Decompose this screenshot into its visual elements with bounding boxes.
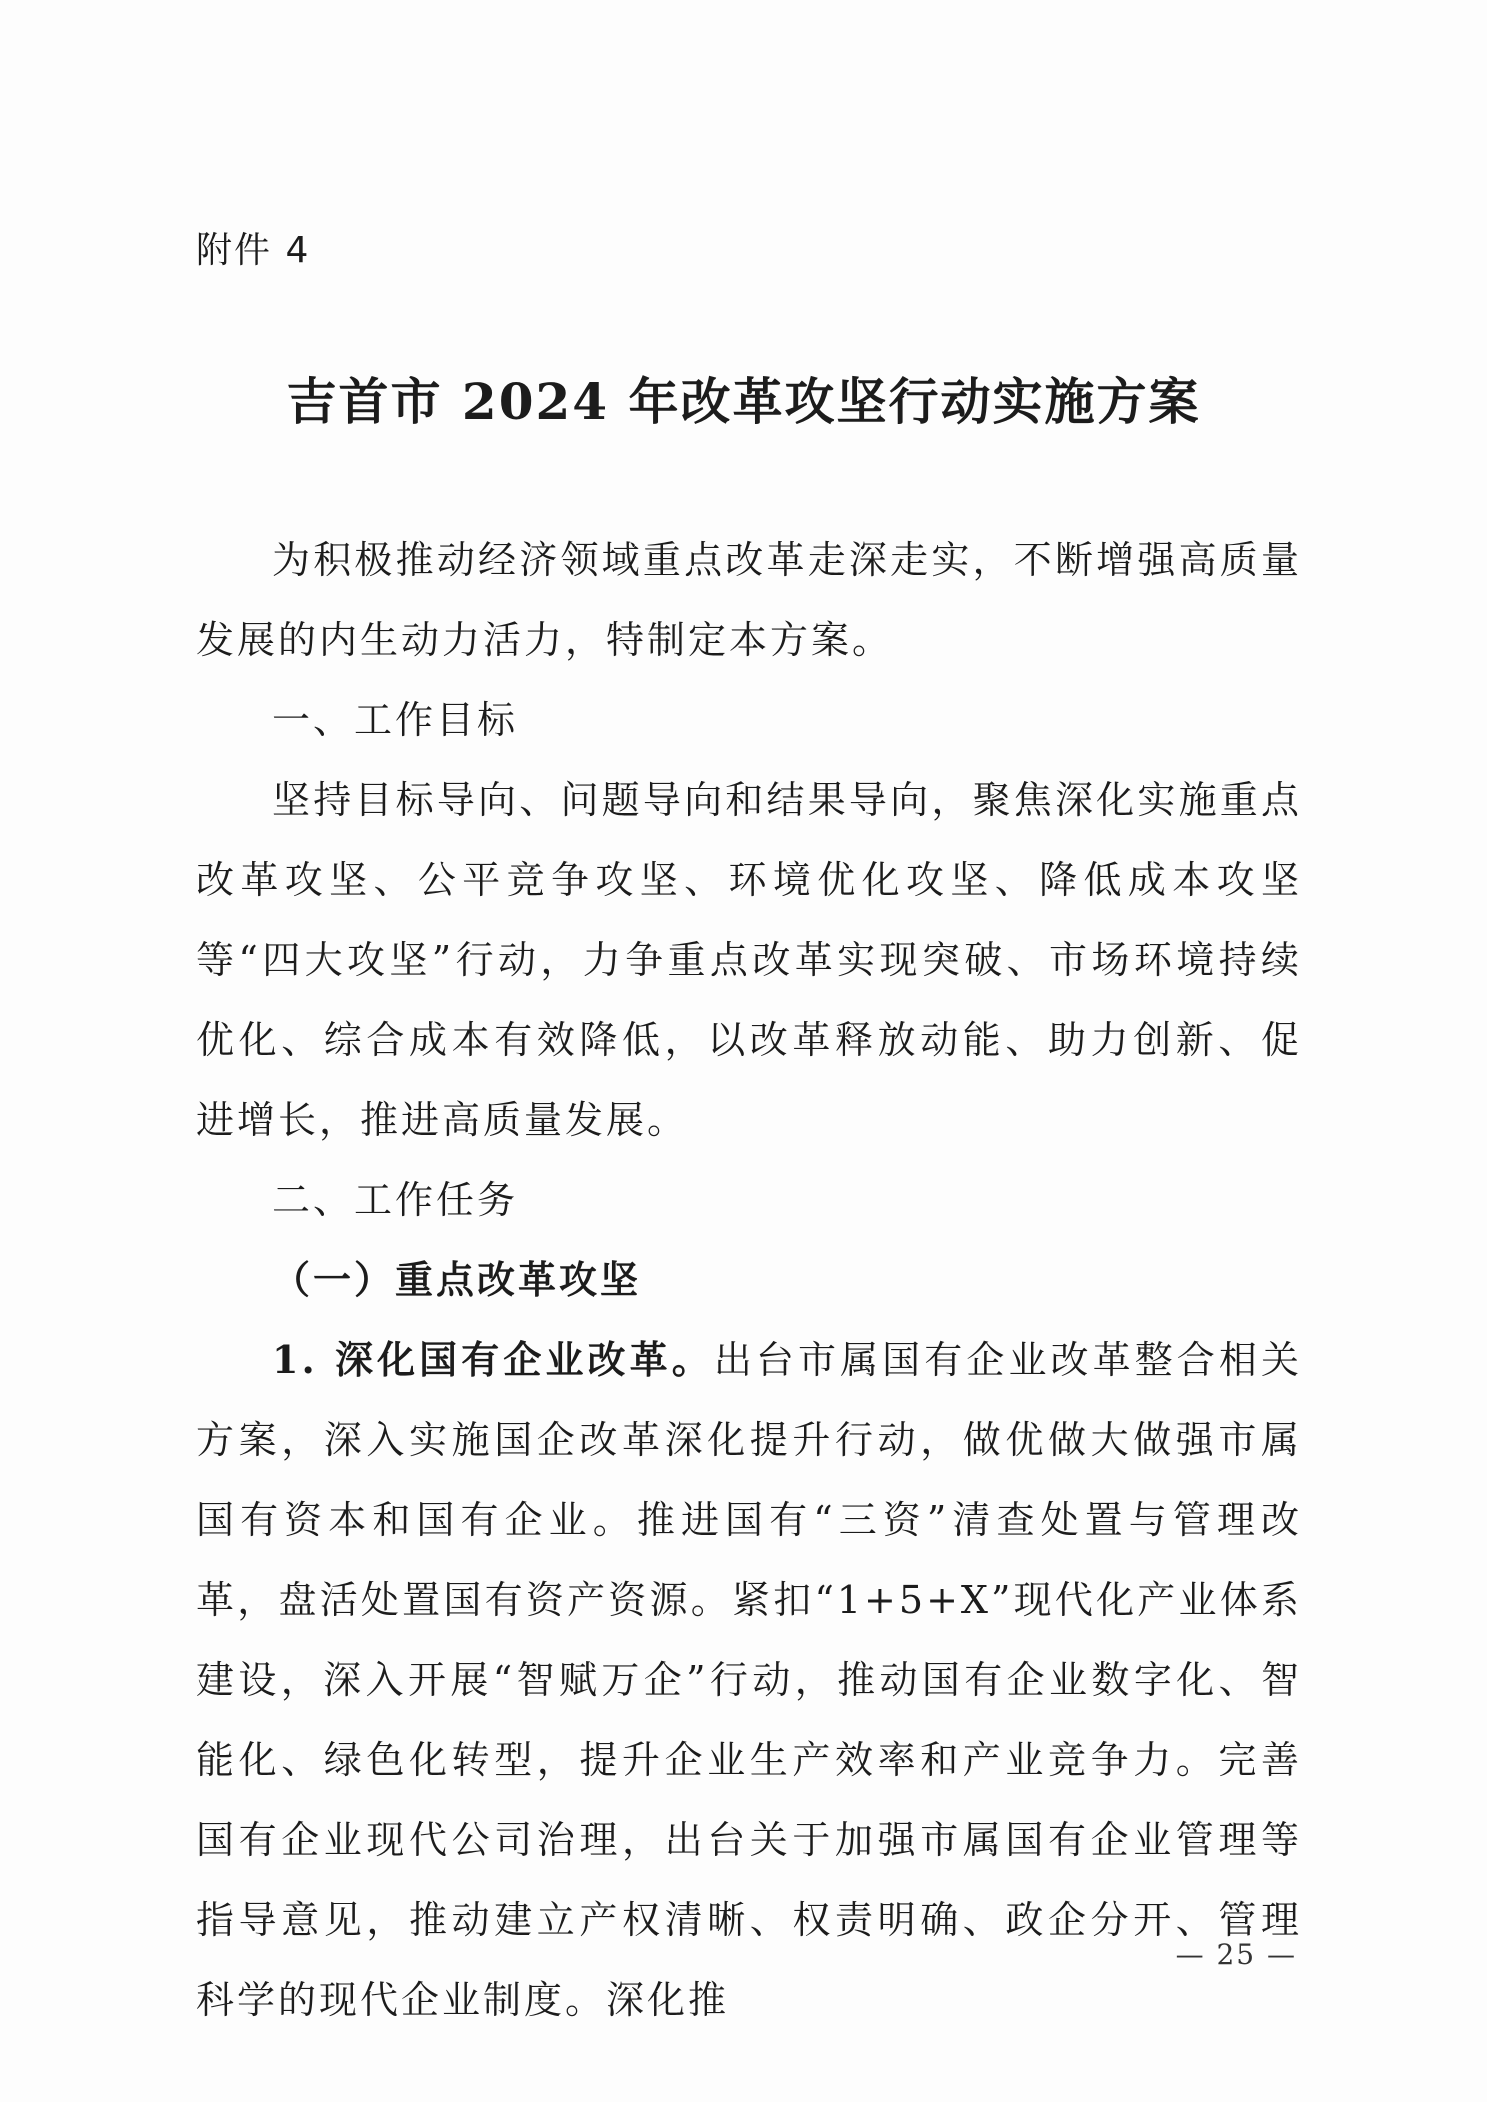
section-2-heading: 二、工作任务 [272,1178,519,1222]
document-body [196,520,1302,2040]
document-title: 吉首市 2024 年改革攻坚行动实施方案 [286,372,1201,431]
section-2-subheading: （一）重点改革攻坚 [272,1257,642,1302]
item-1-lead: 1. 深化国有企业改革。 [272,1337,714,1382]
section-1-heading: 一、工作目标 [272,698,519,742]
item-1-paragraph [196,1320,1302,2040]
page-number: — 25 — [1175,1938,1297,1971]
item-1-text: 出台市属国有企业改革整合相关方案，深入实施国企改革深化提升行动，做优做大做强市属国有资本和国有企业。推进国有“三资”清查处置与管理改革，盘活处置国有资产资源。紧扣“1+5+X”现代化产业体系建设，深入开展“智赋万企”行动，推动国有企业数字化、智能化、绿色化转型，提升企业生产效率和产业竞争力。完善国有企业现代公司治理，出台关于加强市属国有企业管理等指导意见，推动建立产权清晰、权责明确、政企分开、管理科学的现代企业制度。深化推 [196,1338,1302,2022]
section-1-paragraph: 坚持目标导向、问题导向和结果导向，聚焦深化实施重点改革攻坚、公平竞争攻坚、环境优化攻坚、降低成本攻坚等“四大攻坚”行动，力争重点改革实现突破、市场环境持续优化、综合成本有效降低，以改革释放动能、助力创新、促进增长，推进高质量发展。 [196,778,1302,1142]
attachment-label: 附件 4 [196,230,311,271]
intro-paragraph: 为积极推动经济领域重点改革走深走实，不断增强高质量发展的内生动力活力，特制定本方案。 [196,538,1302,662]
